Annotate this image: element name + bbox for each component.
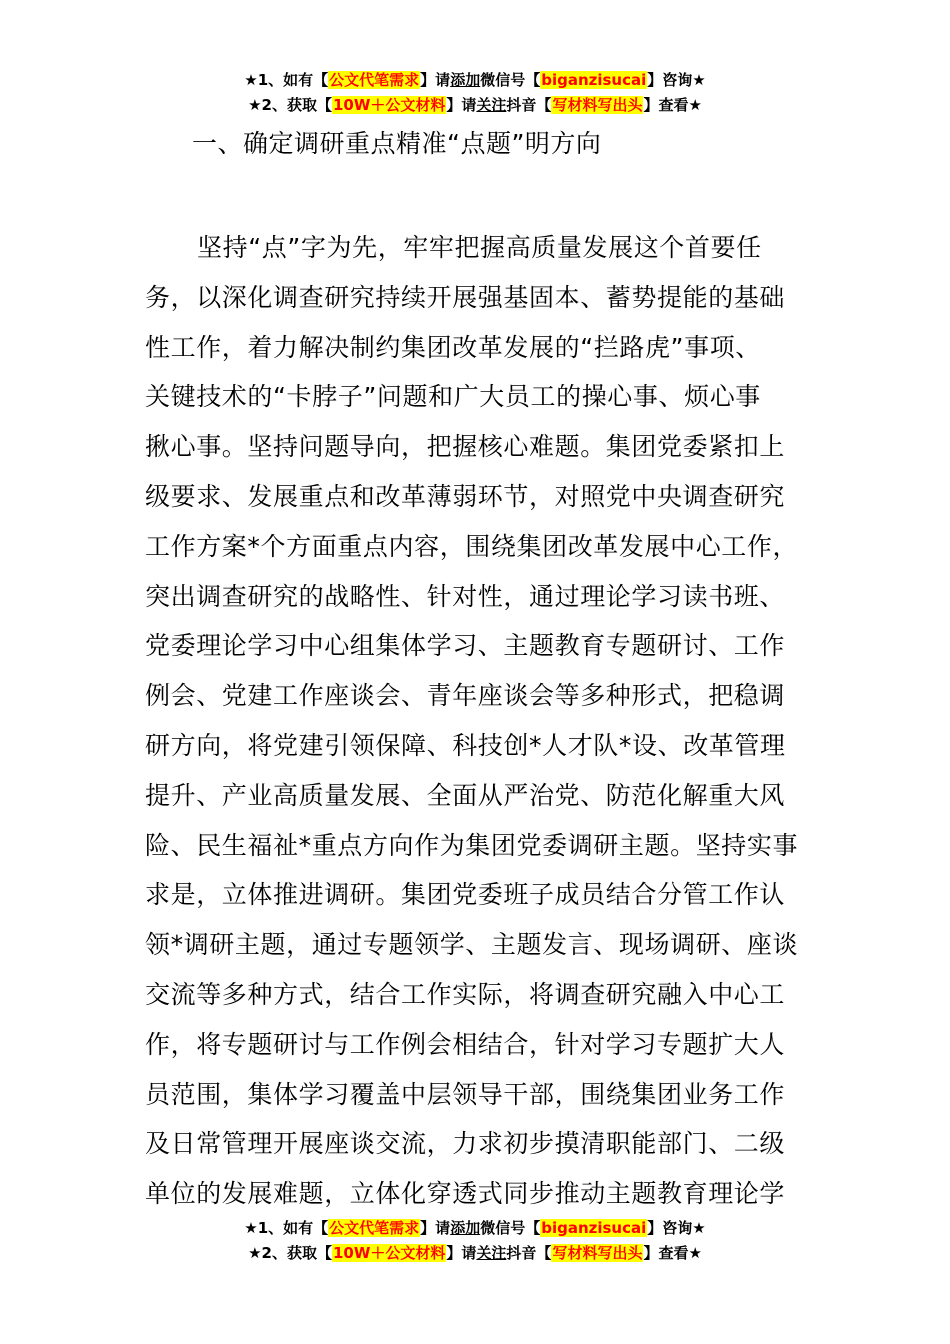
banner-line-2	[0, 1241, 950, 1266]
banner-text: 抖音【	[506, 1244, 552, 1262]
banner-underlined-text: 添加	[450, 1219, 481, 1237]
banner-text: 】查看★	[643, 1244, 702, 1262]
body-line: 员范围，集体学习覆盖中层领导干部，围绕集团业务工作	[145, 1079, 786, 1109]
banner-text: 】请	[446, 1244, 477, 1262]
banner-highlight: 公文代笔需求	[329, 1219, 420, 1237]
footer-banner	[0, 1216, 950, 1266]
body-line: 关键技术的“卡脖子”问题和广大员工的操心事、烦心事	[145, 382, 761, 412]
banner-underlined-text: 关注	[476, 1244, 507, 1262]
banner-underlined-text: 关注	[476, 96, 507, 114]
body-line: 揪心事。坚持问题导向，把握核心难题。集团党委紧扣上	[145, 432, 786, 462]
body-paragraph	[145, 223, 807, 1219]
body-line: 工作方案*个方面重点内容，围绕集团改革发展中心工作，	[145, 531, 799, 561]
banner-line-1	[0, 68, 950, 93]
banner-text: 微信号【	[480, 71, 541, 89]
body-line: 党委理论学习中心组集体学习、主题教育专题研讨、工作	[145, 631, 786, 661]
banner-line-1	[0, 1216, 950, 1241]
banner-text: 微信号【	[480, 1219, 541, 1237]
body-line: 例会、党建工作座谈会、青年座谈会等多种形式，把稳调	[145, 681, 786, 711]
banner-text: ★2、获取【	[248, 96, 332, 114]
banner-text: ★1、如有【	[244, 1219, 329, 1237]
banner-text: 】请	[420, 71, 451, 89]
body-line: 研方向，将党建引领保障、科技创*人才队*设、改革管理	[145, 730, 786, 760]
banner-text: 】查看★	[643, 96, 702, 114]
banner-line-2	[0, 93, 950, 118]
banner-highlight: biganzisucai	[541, 71, 647, 89]
banner-text: 】请	[446, 96, 477, 114]
banner-text: ★1、如有【	[244, 71, 329, 89]
banner-highlight: 公文代笔需求	[329, 71, 420, 89]
banner-highlight: 写材料写出头	[552, 1244, 643, 1262]
body-line: 作，将专题研讨与工作例会相结合，针对学习专题扩大人	[145, 1029, 786, 1059]
body-line: 单位的发展难题，立体化穿透式同步推动主题教育理论学	[145, 1179, 786, 1209]
banner-text: 抖音【	[506, 96, 552, 114]
section-heading: 一、确定调研重点精准“点题”明方向	[192, 129, 602, 158]
body-line: 级要求、发展重点和改革薄弱环节，对照党中央调查研究	[145, 481, 786, 511]
body-line: 提升、产业高质量发展、全面从严治党、防范化解重大风	[145, 780, 786, 810]
body-line: 险、民生福祉*重点方向作为集团党委调研主题。坚持实事	[145, 830, 799, 860]
banner-highlight: biganzisucai	[541, 1219, 647, 1237]
body-line: 务，以深化调查研究持续开展强基固本、蓄势提能的基础	[145, 282, 786, 312]
banner-underlined-text: 添加	[450, 71, 481, 89]
banner-text: 】咨询★	[647, 71, 706, 89]
banner-highlight: 10W＋公文材料	[332, 1244, 446, 1262]
body-line: 交流等多种方式，结合工作实际，将调查研究融入中心工	[145, 979, 786, 1009]
body-line: 求是，立体推进调研。集团党委班子成员结合分管工作认	[145, 880, 786, 910]
banner-highlight: 10W＋公文材料	[332, 96, 446, 114]
banner-text: 】请	[420, 1219, 451, 1237]
body-line: 及日常管理开展座谈交流，力求初步摸清职能部门、二级	[145, 1129, 786, 1159]
banner-highlight: 写材料写出头	[552, 96, 643, 114]
body-line: 性工作，着力解决制约集团改革发展的“拦路虎”事项、	[145, 332, 761, 362]
body-line: 坚持“点”字为先，牢牢把握高质量发展这个首要任	[197, 233, 762, 262]
banner-text: 】咨询★	[647, 1219, 706, 1237]
body-line: 突出调查研究的战略性、针对性，通过理论学习读书班、	[145, 581, 786, 611]
header-banner	[0, 68, 950, 118]
body-line: 领*调研主题，通过专题领学、主题发言、现场调研、座谈	[145, 930, 799, 960]
banner-text: ★2、获取【	[248, 1244, 332, 1262]
